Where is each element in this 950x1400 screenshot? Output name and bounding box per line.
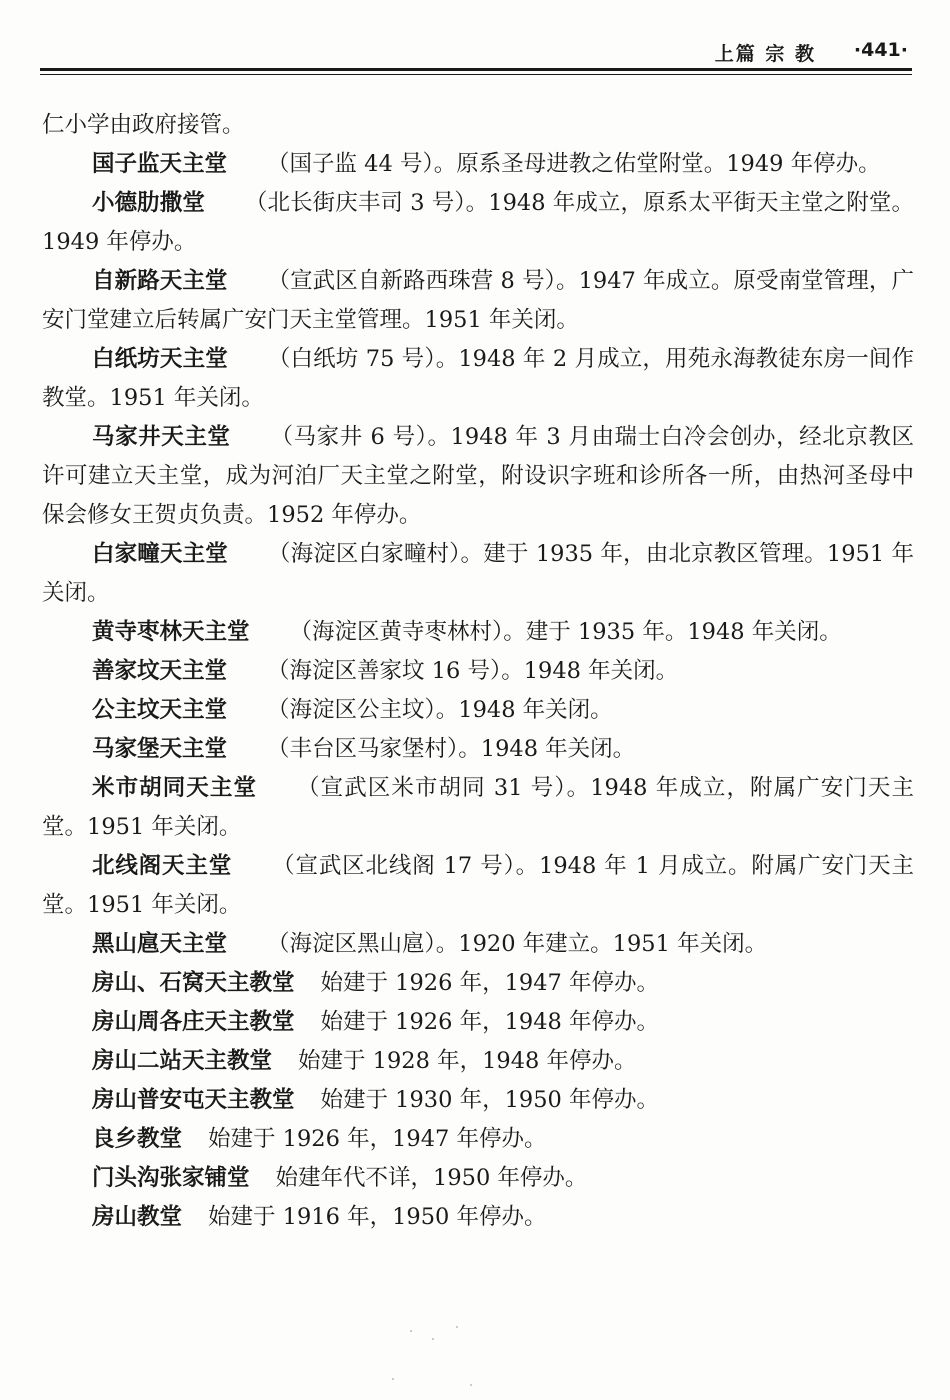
church-entry (42, 1081, 914, 1120)
church-name: 马家堡天主堂 (92, 736, 228, 762)
church-entry (42, 1003, 914, 1042)
church-name: 白家疃天主堂 (92, 541, 228, 567)
church-name: 黄寺枣林天主堂 (92, 619, 250, 645)
church-name: 白纸坊天主堂 (92, 346, 228, 372)
church-description: （白纸坊 75 号）。1948 年 2 月成立，用苑永海教徒东房一间作教堂。1951 年关闭。 (42, 346, 914, 411)
church-entry (42, 340, 914, 418)
church-name: 善家坟天主堂 (92, 658, 228, 684)
church-description: （宣武区北线阁 17 号）。1948 年 1 月成立。附属广安门天主堂。1951 年关闭。 (42, 853, 914, 918)
scan-speck (410, 1330, 412, 1332)
church-description: （宣武区自新路西珠营 8 号）。1947 年成立。原受南堂管理，广安门堂建立后转属广安门天主堂管理。1951 年关闭。 (42, 268, 914, 333)
church-entry (42, 1198, 914, 1237)
church-name: 马家井天主堂 (92, 424, 231, 450)
church-description: 始建于 1916 年，1950 年停办。 (208, 1204, 547, 1230)
church-entry (42, 145, 914, 184)
page-body (42, 106, 914, 1237)
church-entry (42, 847, 914, 925)
church-entry (42, 262, 914, 340)
church-entry (42, 925, 914, 964)
scan-speck (432, 1338, 434, 1340)
church-entry (42, 652, 914, 691)
paragraph-text: 仁小学由政府接管。 (42, 112, 245, 138)
header-rule-thick (40, 68, 912, 71)
church-entry (42, 730, 914, 769)
header-section-title: 上篇 宗 教 (714, 43, 816, 65)
scan-speck (470, 1384, 472, 1386)
church-description: （海淀区善家坟 16 号）。1948 年关闭。 (267, 658, 679, 684)
church-description: 始建于 1926 年，1947 年停办。 (320, 970, 659, 996)
church-description: （海淀区公主坟）。1948 年关闭。 (267, 697, 613, 723)
church-entry (42, 691, 914, 730)
church-description: （海淀区黑山扈）。1920 年建立。1951 年关闭。 (267, 931, 768, 957)
church-entry (42, 1120, 914, 1159)
church-entry (42, 418, 914, 535)
church-entry (42, 1042, 914, 1081)
church-entry (42, 964, 914, 1003)
church-description: （马家井 6 号）。1948 年 3 月由瑞士白冷会创办，经北京教区许可建立天主堂，成为河泊厂天主堂之附堂，附设识字班和诊所各一所，由热河圣母中保会修女王贺贞负责。1952 年停办。 (42, 424, 914, 528)
church-name: 黑山扈天主堂 (92, 931, 228, 957)
church-description: 始建年代不详，1950 年停办。 (275, 1165, 588, 1191)
church-entry (42, 1159, 914, 1198)
scan-speck (392, 1378, 394, 1380)
page-number: ·441· (853, 39, 908, 61)
church-description: 始建于 1926 年，1948 年停办。 (320, 1009, 659, 1035)
church-name: 小德肋撒堂 (92, 190, 205, 216)
church-name: 自新路天主堂 (92, 268, 228, 294)
church-name: 房山普安屯天主教堂 (92, 1087, 295, 1113)
header-rule-thin (40, 74, 912, 75)
church-name: 北线阁天主堂 (92, 853, 233, 879)
church-entry (42, 613, 914, 652)
church-entry (42, 769, 914, 847)
church-name: 米市胡同天主堂 (92, 775, 258, 801)
church-description: （海淀区白家疃村）。建于 1935 年，由北京教区管理。1951 年关闭。 (42, 541, 914, 606)
church-name: 国子监天主堂 (92, 151, 228, 177)
church-name: 房山教堂 (92, 1204, 183, 1230)
church-description: （丰台区马家堡村）。1948 年关闭。 (267, 736, 636, 762)
church-description: （海淀区黄寺枣林村）。建于 1935 年。1948 年关闭。 (289, 619, 842, 645)
church-name: 房山周各庄天主教堂 (92, 1009, 295, 1035)
church-name: 门头沟张家铺堂 (92, 1165, 250, 1191)
running-header (40, 34, 912, 68)
church-description: （宣武区米市胡同 31 号）。1948 年成立，附属广安门天主堂。1951 年关闭。 (42, 775, 914, 840)
church-description: 始建于 1928 年，1948 年停办。 (298, 1048, 637, 1074)
church-entry (42, 184, 914, 262)
church-name: 公主坟天主堂 (92, 697, 228, 723)
paragraph-continued (42, 106, 914, 145)
church-name: 房山二站天主教堂 (92, 1048, 273, 1074)
scan-speck (456, 1326, 458, 1328)
church-description: （北长街庆丰司 3 号）。1948 年成立，原系太平街天主堂之附堂。1949 年停办。 (42, 190, 914, 255)
church-entry (42, 535, 914, 613)
church-name: 良乡教堂 (92, 1126, 183, 1152)
church-description: 始建于 1930 年，1950 年停办。 (320, 1087, 659, 1113)
church-description: 始建于 1926 年，1947 年停办。 (208, 1126, 547, 1152)
church-name: 房山、石窝天主教堂 (92, 970, 295, 996)
church-description: （国子监 44 号）。原系圣母进教之佑堂附堂。1949 年停办。 (267, 151, 881, 177)
